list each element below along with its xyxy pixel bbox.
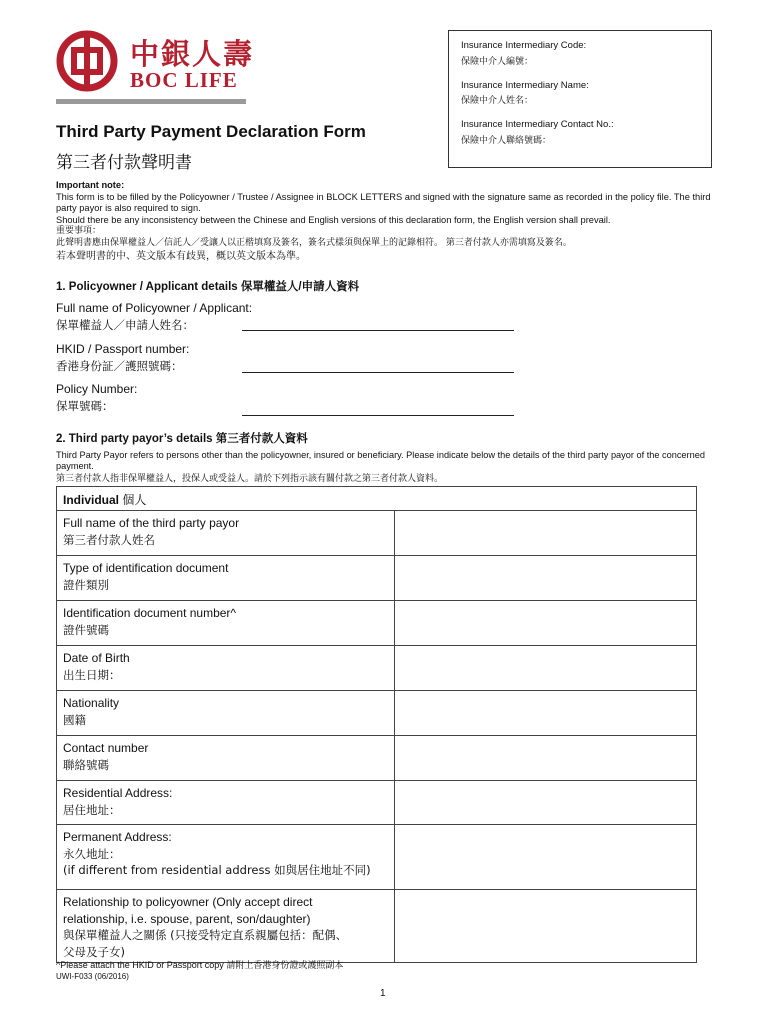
- intermediary-code-label: Insurance Intermediary Code:: [461, 40, 587, 51]
- nationality-label: [57, 691, 395, 735]
- relationship-label: [57, 890, 395, 962]
- date-of-birth-field[interactable]: [395, 646, 696, 690]
- permanent-address-field[interactable]: [395, 825, 696, 889]
- table-row: [57, 781, 696, 825]
- section2-description: [56, 450, 716, 485]
- row-label-line: (if different from residential address 如與居住地址不同): [63, 863, 371, 877]
- intermediary-name-label: Insurance Intermediary Name:: [461, 79, 589, 91]
- row-label-line: 永久地址：: [63, 846, 121, 861]
- residential-address-field[interactable]: [395, 781, 696, 824]
- policy-number-label-cn: 保單號碼：: [56, 399, 114, 413]
- relationship-field[interactable]: [395, 890, 696, 962]
- date-of-birth-label: [57, 646, 395, 690]
- logo-underline-bar: [56, 99, 246, 104]
- row-label-line: 第三者付款人姓名: [63, 532, 155, 547]
- boc-emblem-icon: [56, 30, 118, 92]
- intermediary-contact-label: Insurance Intermediary Contact No.:: [461, 119, 614, 130]
- table-row: [57, 556, 696, 601]
- table-row: [57, 601, 696, 646]
- section2-heading: 2. Third party payor’s details 第三者付款人資料: [56, 433, 308, 445]
- id-type-field[interactable]: [395, 556, 696, 600]
- row-label-line: Identification document number^: [63, 606, 237, 620]
- permanent-address-label: [57, 825, 395, 889]
- contact-number-label: [57, 736, 395, 780]
- section2-description-en: Third Party Payor refers to persons other than the policyowner, insured or beneficiary. Please indicate below the details of the third party payor of the concerned payment.: [56, 450, 705, 471]
- policyowner-name-label-cn: 保單權益人／申請人姓名：: [56, 318, 194, 332]
- contact-number-field[interactable]: [395, 736, 696, 780]
- hkid-passport-label: [56, 341, 189, 375]
- hkid-passport-label-en: HKID / Passport number:: [56, 342, 190, 356]
- form-title-cn: 第三者付款聲明書: [56, 153, 192, 173]
- intermediary-code-label-cn: 保險中介人編號：: [461, 56, 534, 67]
- table-row: [57, 736, 696, 781]
- id-number-field[interactable]: [395, 601, 696, 645]
- row-label-line: 證件類別: [63, 577, 109, 592]
- table-row: [57, 646, 696, 691]
- page-number: 1: [380, 988, 386, 999]
- brand-name-cn: 中銀人壽: [130, 37, 255, 71]
- policy-number-label: [56, 381, 137, 415]
- row-label-line: 父母及子女): [63, 944, 125, 959]
- attachment-note-en: ^Please attach the HKID or Passport copy: [56, 960, 224, 970]
- form-title: Third Party Payment Declaration Form: [56, 122, 366, 141]
- table-header-individual-cn: 個人: [122, 493, 147, 507]
- intermediary-name-label-cn: 保險中介人姓名：: [461, 96, 534, 106]
- row-label-line: 與保單權益人之關係 (只接受特定直系親屬包括：配偶、: [63, 928, 348, 942]
- nationality-field[interactable]: [395, 691, 696, 735]
- important-note: [56, 180, 716, 263]
- row-label-line: Residential Address:: [63, 786, 173, 800]
- attachment-note: [56, 958, 343, 971]
- section2-description-cn: 第三者付款人指非保單權益人，投保人或受益人。請於下列指示該有關付款之第三者付款人資料。: [56, 474, 444, 484]
- payor-name-field[interactable]: [395, 511, 696, 555]
- policyowner-name-label-en: Full name of Policyowner / Applicant:: [56, 301, 253, 315]
- hkid-passport-field[interactable]: [242, 372, 514, 373]
- row-label-line: Relationship to policyowner (Only accept direct: [63, 895, 313, 909]
- table-header-individual-en: Individual: [63, 493, 120, 507]
- hkid-passport-label-cn: 香港身份証／護照號碼：: [56, 359, 183, 373]
- residential-address-label: [57, 781, 395, 824]
- row-label-line: 出生日期：: [63, 667, 121, 682]
- id-type-label: [57, 556, 395, 600]
- table-row: [57, 691, 696, 736]
- table-row: [57, 890, 696, 962]
- row-label-line: 聯絡號碼: [63, 757, 109, 772]
- boc-life-logo: [56, 30, 256, 105]
- important-note-line4-cn: 若本聲明書的中、英文版本有歧異，概以英文版本為準。: [56, 251, 306, 262]
- row-label-line: 證件號碼: [63, 622, 109, 637]
- important-note-line3-cn: 此聲明書應由保單權益人／信託人／受讓人以正楷填寫及簽名，簽名式樣須與保單上的記錄相符。 第三者付款人亦需填寫及簽名。: [56, 237, 572, 248]
- intermediary-info-box: [448, 30, 712, 168]
- brand-name-en: BOC LIFE: [130, 68, 238, 92]
- table-header-individual: [57, 487, 696, 511]
- table-row: [57, 511, 696, 556]
- row-label-line: 居住地址：: [63, 802, 121, 817]
- row-label-line: Nationality: [63, 696, 120, 710]
- row-label-line: relationship, i.e. spouse, parent, son/daughter): [63, 911, 311, 926]
- important-note-heading: Important note:: [56, 180, 125, 190]
- form-code: UWI-F033 (06/2016): [56, 972, 129, 981]
- important-note-line1: This form is to be filled by the Policyowner / Trustee / Assignee in BLOCK LETTERS and signed with the signature same as recorded in the policy file. The third party payor is also required to sign.: [56, 191, 711, 213]
- row-label-line: Full name of the third party payor: [63, 516, 240, 530]
- row-label-line: Permanent Address:: [63, 830, 172, 844]
- table-row: [57, 825, 696, 890]
- policyowner-name-field[interactable]: [242, 330, 514, 331]
- row-label-line: Contact number: [63, 741, 149, 755]
- policy-number-field[interactable]: [242, 415, 514, 416]
- policy-number-label-en: Policy Number:: [56, 382, 138, 396]
- row-label-line: Date of Birth: [63, 651, 130, 665]
- important-note-heading-cn: 重要事項：: [56, 226, 102, 236]
- third-party-payor-table: [56, 486, 697, 963]
- important-note-line2: Should there be any inconsistency between the Chinese and English versions of this declaration form, the English version shall prevail.: [56, 214, 611, 225]
- row-label-line: 國籍: [63, 712, 86, 727]
- intermediary-contact-label-cn: 保險中介人聯絡號碼：: [461, 135, 552, 146]
- section1-heading: 1. Policyowner / Applicant details 保單權益人/申請人資料: [56, 281, 360, 293]
- id-number-label: [57, 601, 395, 645]
- payor-name-label: [57, 511, 395, 555]
- row-label-line: Type of identification document: [63, 561, 229, 575]
- attachment-note-cn: 請附上香港身份證或護照副本: [226, 961, 344, 971]
- policyowner-name-label: [56, 300, 252, 334]
